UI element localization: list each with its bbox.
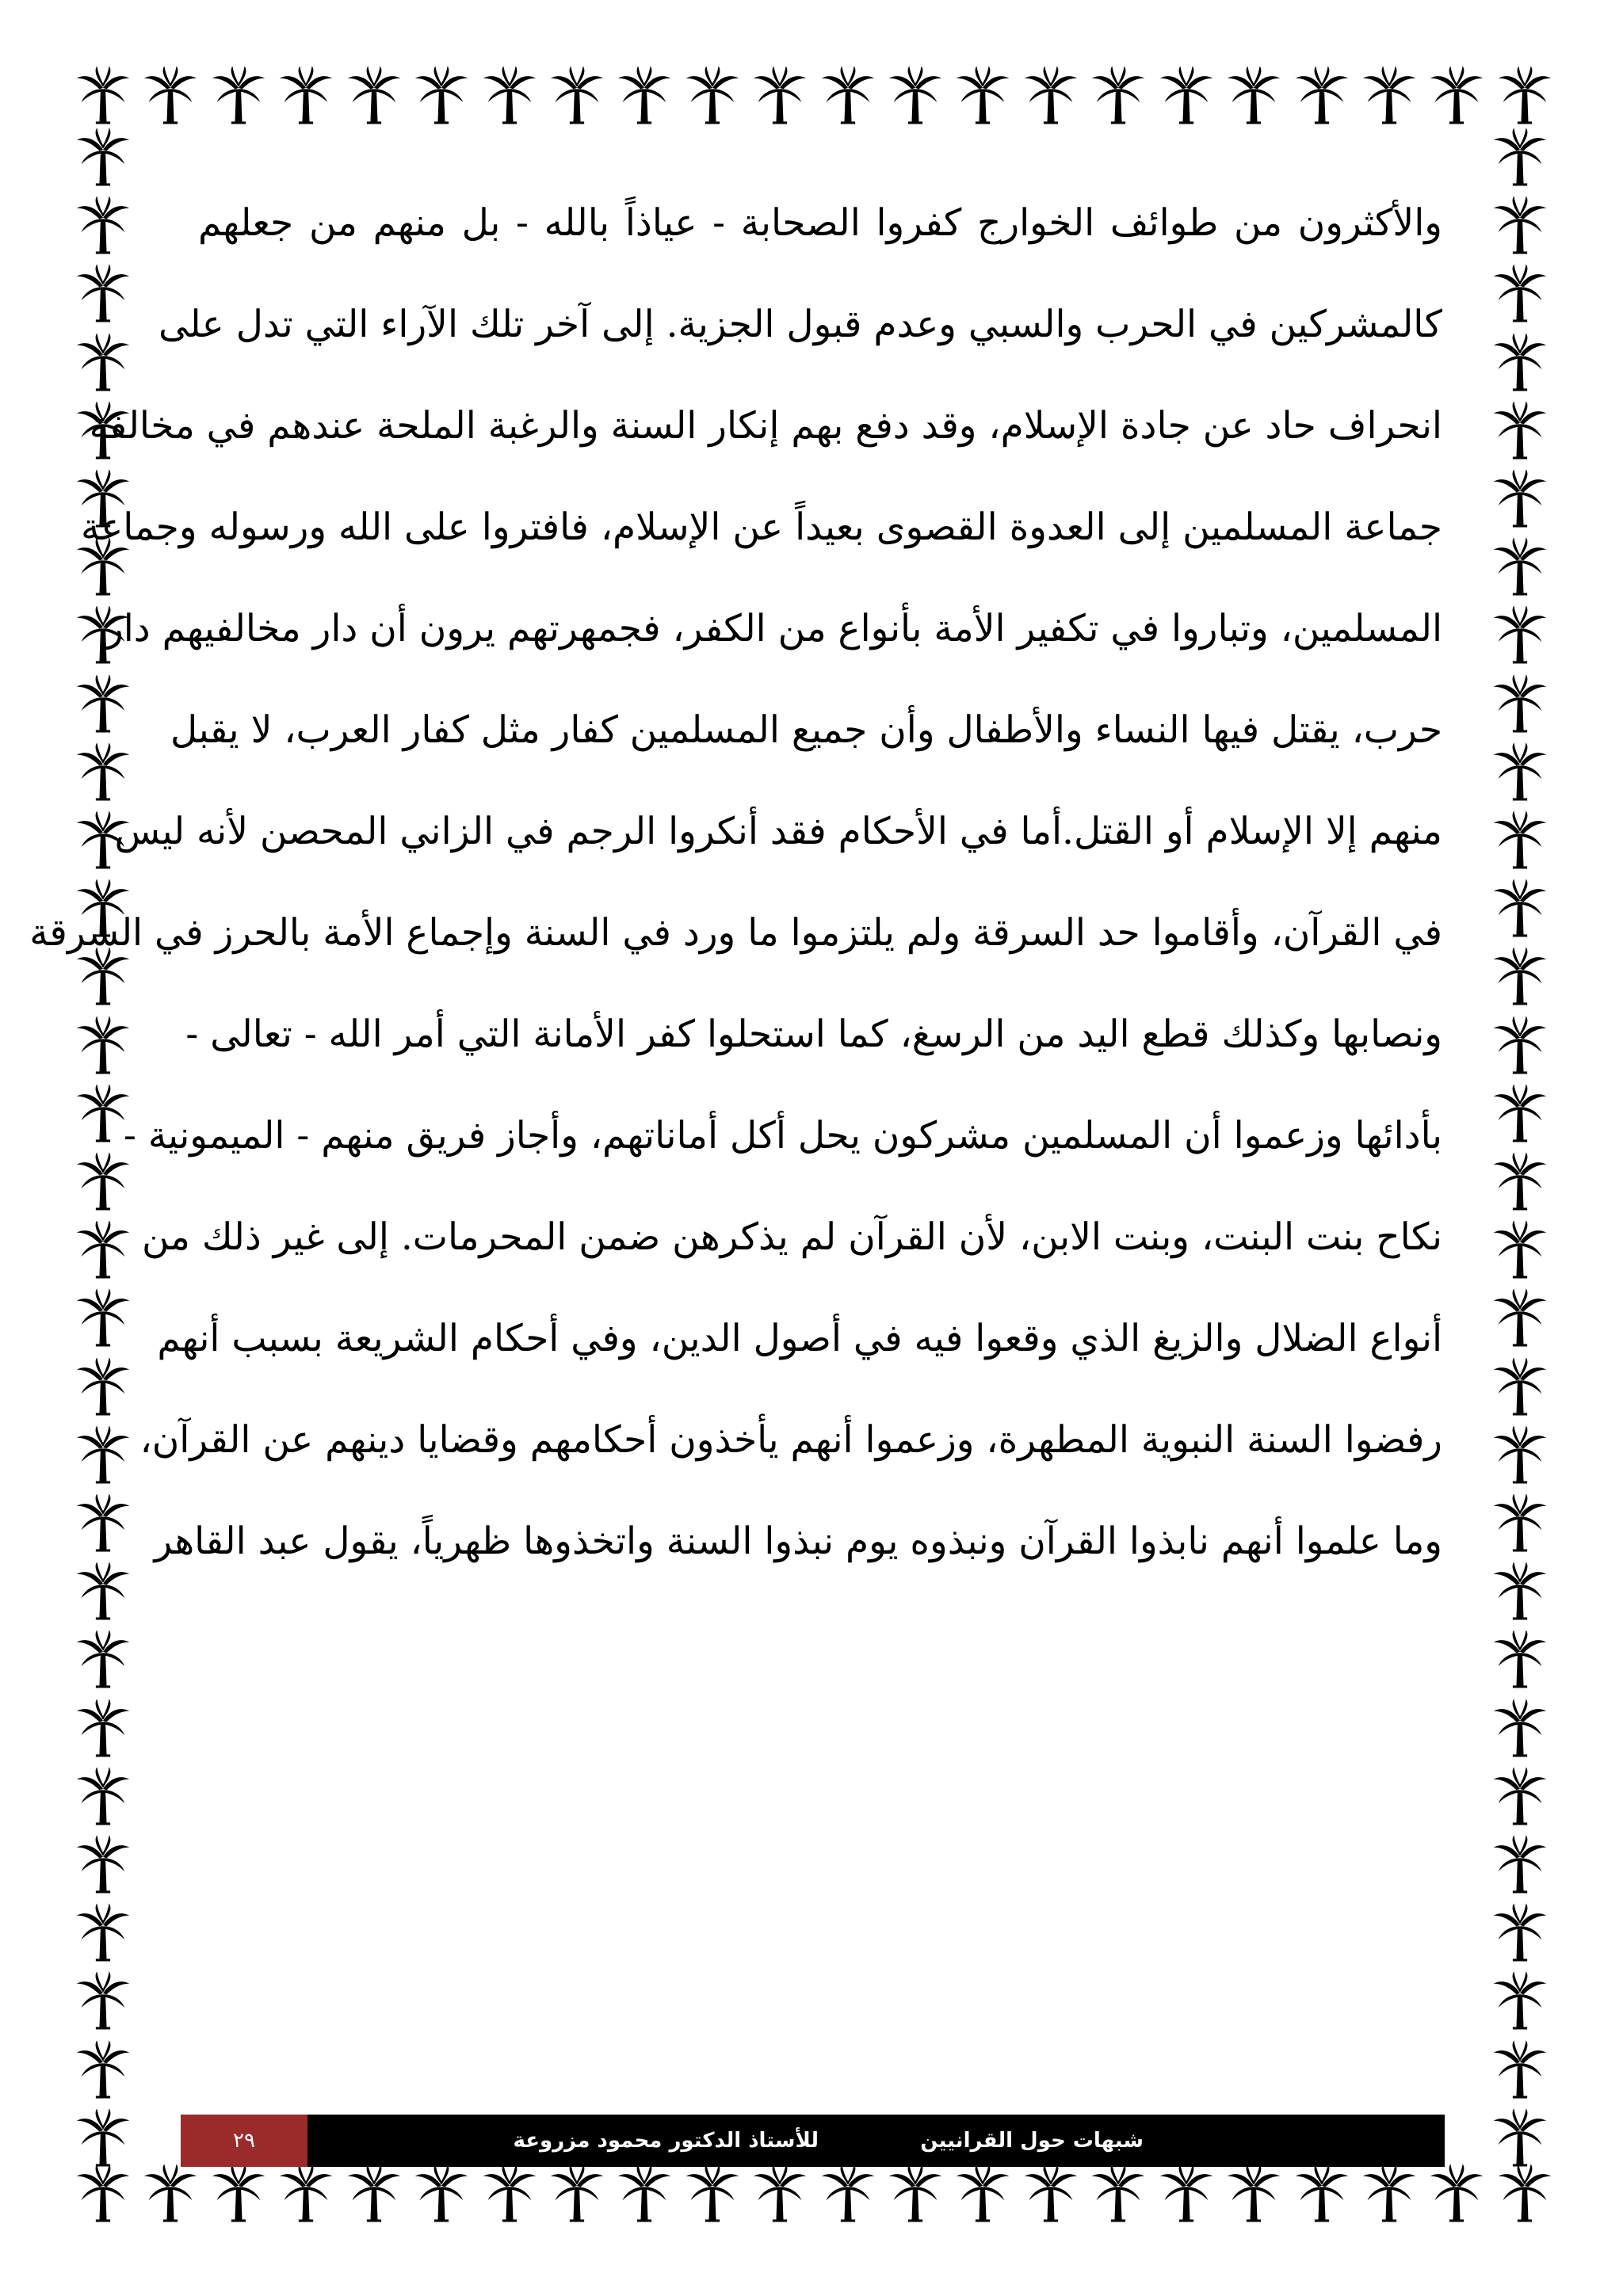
palm-tree-icon [344,2163,404,2231]
palm-tree-icon [1490,536,1558,597]
palm-tree-icon [276,2163,336,2231]
palm-tree-icon [73,673,141,734]
palm-tree-icon [73,1287,141,1348]
text-line: رفضوا السنة النبوية المطهرة، وزعموا أنهم يأخذون أحكامهم وقضايا دينهم عن القرآن، [139,1418,1442,1462]
palm-tree-icon [1490,1766,1558,1826]
palm-tree-icon [1490,1083,1558,1143]
palm-tree-icon [1088,65,1148,133]
palm-tree-icon [953,2163,1013,2231]
text-line: كالمشركين في الحرب والسبي وعدم قبول الجزية. إلى آخر تلك الآراء التي تدل على [158,303,1442,346]
palm-tree-icon [1426,65,1487,133]
palm-tree-icon [818,65,878,133]
palm-tree-icon [682,65,743,133]
text-line: بأدائها وزعموا أن المسلمين مشركون يحل أكل أماناتهم، وأجاز فريق منهم - الميمونية - [124,1114,1442,1158]
palm-tree-icon [1490,127,1558,187]
palm-tree-icon [73,1970,141,2031]
palm-tree-icon [73,1698,141,1758]
palm-tree-icon [1490,1151,1558,1211]
palm-tree-icon [885,2163,945,2231]
palm-tree-icon [547,65,607,133]
palm-tree-icon [73,1834,141,1894]
palm-tree-icon [1021,2163,1081,2231]
palm-tree-icon [953,65,1013,133]
palm-tree-icon [1490,1287,1558,1348]
palm-tree-icon [1490,742,1558,802]
palm-tree-icon [73,2107,141,2168]
palm-tree-icon [140,65,200,133]
palm-tree-icon [1490,1015,1558,1075]
palm-tree-icon [1490,400,1558,460]
palm-tree-icon [479,2163,540,2231]
palm-tree-icon [1490,878,1558,938]
palm-tree-icon [73,1902,141,1962]
palm-tree-icon [1490,1629,1558,1689]
palm-tree-icon [1490,332,1558,392]
palm-tree-icon [614,2163,674,2231]
palm-tree-icon [73,1561,141,1621]
palm-tree-icon [1490,1425,1558,1485]
palm-tree-icon [73,2163,133,2231]
palm-tree-icon [1224,2163,1284,2231]
palm-tree-icon [1292,65,1352,133]
palm-tree-icon [73,1766,141,1826]
palm-tree-icon [208,65,269,133]
palm-tree-icon [479,65,540,133]
palm-tree-icon [73,127,141,187]
footer-author: للأستاذ الدكتور محمود مزروعة [513,2129,819,2153]
palm-tree-icon [1426,2163,1487,2231]
palm-tree-icon [1490,605,1558,665]
footer-book-title: شبهات حول القرانيين [920,2129,1144,2153]
palm-border-bottom [73,2163,1555,2231]
palm-tree-icon [1490,1493,1558,1553]
palm-tree-icon [750,2163,810,2231]
palm-tree-icon [411,2163,472,2231]
text-line: انحراف حاد عن جادة الإسلام، وقد دفع بهم إنكار السنة والرغبة الملحة عندهم في مخالفة [89,404,1442,448]
palm-tree-icon [276,65,336,133]
palm-tree-icon [1021,65,1081,133]
palm-tree-icon [73,1219,141,1280]
palm-tree-icon [1490,2107,1558,2168]
palm-tree-icon [1495,65,1555,133]
palm-tree-icon [73,2039,141,2100]
palm-tree-icon [1490,1902,1558,1962]
palm-tree-icon [1490,1698,1558,1758]
palm-tree-icon [1359,65,1419,133]
palm-tree-icon [73,65,133,133]
footer-bar [181,2115,1445,2167]
text-line: نكاح بنت البنت، وبنت الابن، لأن القرآن لم يذكرهن ضمن المحرمات. إلى غير ذلك من [142,1215,1442,1259]
page-number: ٢٩ [181,2115,307,2167]
text-line: في القرآن، وأقاموا حد السرقة ولم يلتزموا ما ورد في السنة وإجماع الأمة بالحرز في السرقة [29,911,1442,955]
text-line: أنواع الضلال والزيغ الذي وقعوا فيه في أصول الدين، وفي أحكام الشريعة بسبب أنهم [157,1317,1442,1360]
palm-tree-icon [73,1425,141,1485]
palm-tree-icon [1490,946,1558,1006]
palm-tree-icon [1490,1834,1558,1894]
palm-tree-icon [1088,2163,1148,2231]
palm-tree-icon [140,2163,200,2231]
palm-border-right [1490,127,1558,2168]
palm-tree-icon [1156,2163,1216,2231]
palm-tree-icon [1292,2163,1352,2231]
palm-tree-icon [1490,1970,1558,2031]
text-line: جماعة المسلمين إلى العدوة القصوى بعيداً عن الإسلام، فافتروا على الله ورسوله وجماعة [81,505,1442,549]
text-line: منهم إلا الإسلام أو القتل.أما في الأحكام فقد أنكروا الرجم في الزاني المحصن لأنه ليس [114,810,1442,853]
text-line: ونصابها وكذلك قطع اليد من الرسغ، كما استحلوا كفر الأمانة التي أمر الله - تعالى - [185,1013,1442,1056]
text-line: وما علموا أنهم نابذوا القرآن ونبذوه يوم نبذوا السنة واتخذوها ظهرياً، يقول عبد القاهر [154,1520,1442,1563]
palm-tree-icon [885,65,945,133]
palm-tree-icon [1359,2163,1419,2231]
palm-tree-icon [1490,2039,1558,2100]
palm-tree-icon [1490,1356,1558,1417]
text-line: حرب، يقتل فيها النساء والأطفال وأن جميع المسلمين كفار مثل كفار العرب، لا يقبل [170,708,1442,752]
palm-tree-icon [682,2163,743,2231]
palm-tree-icon [750,65,810,133]
palm-tree-icon [614,65,674,133]
palm-tree-icon [1490,1219,1558,1280]
text-line: المسلمين، وتباروا في تكفير الأمة بأنواع من الكفر، فجمهرتهم يرون أن دار مخالفيهم دار [105,607,1442,650]
palm-tree-icon [73,1493,141,1553]
palm-tree-icon [1490,195,1558,255]
palm-tree-icon [344,65,404,133]
palm-tree-icon [818,2163,878,2231]
palm-tree-icon [73,1629,141,1689]
palm-tree-icon [411,65,472,133]
palm-tree-icon [73,1015,141,1075]
palm-tree-icon [73,1356,141,1417]
palm-tree-icon [208,2163,269,2231]
palm-tree-icon [1490,673,1558,734]
palm-tree-icon [1490,263,1558,323]
palm-tree-icon [1490,468,1558,528]
palm-tree-icon [73,195,141,255]
palm-tree-icon [1224,65,1284,133]
palm-tree-icon [1495,2163,1555,2231]
palm-tree-icon [73,263,141,323]
body-text [29,173,1442,1592]
palm-tree-icon [1490,1561,1558,1621]
palm-border-top [73,65,1555,133]
palm-tree-icon [1156,65,1216,133]
palm-tree-icon [547,2163,607,2231]
text-line: والأكثرون من طوائف الخوارج كفروا الصحابة - عياذاً بالله - بل منهم من جعلهم [198,201,1442,245]
palm-tree-icon [1490,810,1558,870]
